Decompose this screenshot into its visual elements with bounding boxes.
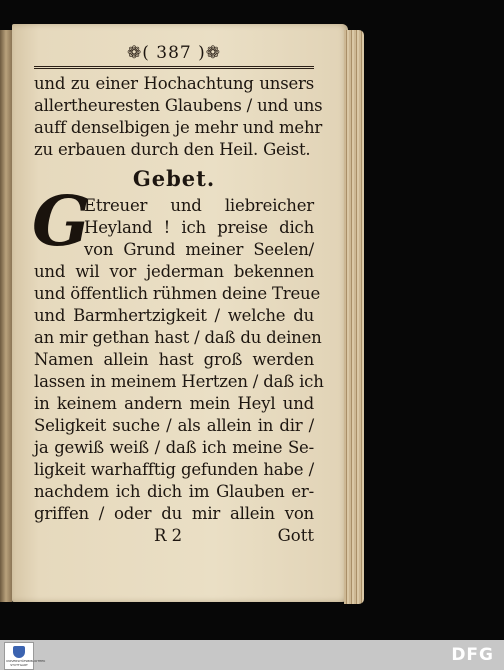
text-line: Namen allein hast groß werden: [34, 350, 314, 369]
text-line: und wil vor jederman bekennen: [34, 262, 314, 281]
signature-mark: R 2: [154, 526, 183, 545]
catchword: Gott: [277, 526, 314, 545]
text-line: nachdem ich dich im Glauben er-: [34, 482, 314, 501]
text-line: lassen in meinem Hertzen / daß ich: [34, 372, 324, 391]
text-line: und Barmhertzigkeit / welche du: [34, 306, 314, 325]
text-line: Seligkeit suche / als allein in dir /: [34, 416, 314, 435]
library-logo[interactable]: [4, 642, 46, 670]
section-title: Gebet.: [132, 166, 216, 191]
text-line: an mir gethan hast / daß du deinen: [34, 328, 322, 347]
page-stack-edges: [344, 30, 364, 604]
dfg-logo[interactable]: DFG: [451, 645, 494, 665]
text-line: von Grund meiner Seelen/: [84, 240, 314, 259]
page-number: ( 387 ): [142, 43, 206, 63]
text-line: in keinem andern mein Heyl und: [34, 394, 314, 413]
text-line: ja gewiß weiß / daß ich meine Se-: [34, 438, 314, 457]
facing-page-edge: [0, 30, 12, 602]
text-line: ligkeit warhafftig gefunden habe /: [34, 460, 314, 479]
ornament-left-icon: ❁: [126, 43, 143, 63]
page-header: [34, 42, 314, 64]
page-footer: [34, 525, 314, 547]
viewer-footer-bar: [0, 640, 504, 670]
header-rule: [34, 66, 314, 69]
crest-icon: [13, 646, 25, 658]
ornament-right-icon: ❁: [205, 43, 222, 63]
text-line: und öffentlich rühmen deine Treue: [34, 284, 321, 303]
text-line: und zu einer Hochachtung unsers: [34, 74, 314, 93]
text-line: allertheuresten Glaubens / und uns: [34, 96, 323, 115]
text-line: auff denselbigen je mehr und mehr: [34, 118, 323, 137]
drop-cap: G: [32, 182, 91, 262]
page-text: [32, 42, 324, 547]
opening-paragraph: [32, 182, 314, 262]
text-line: zu erbauen durch den Heil. Geist.: [34, 140, 311, 159]
text-line: Heyland ! ich preise dich: [84, 218, 314, 237]
library-logo-text: UNIVERSITÄTSBIBLIOTHEK STUTTGART: [6, 659, 46, 667]
text-line: griffen / oder du mir allein von: [34, 504, 314, 523]
text-line: Etreuer und liebreicher: [84, 196, 314, 215]
